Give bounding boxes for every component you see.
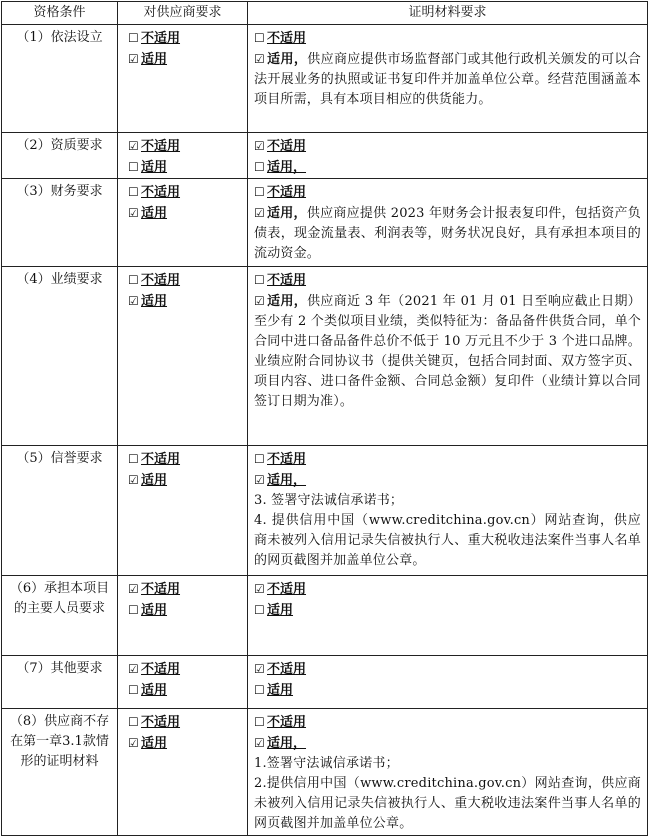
requirement-text: ☑ 适用，供应商应提供 2023 年财务会计报表复印件，包括资产负债表，现金流量表、利润表等，财务状况良好，具有承担本项目的流动资金。 — [254, 203, 641, 264]
checkbox-checked-icon[interactable]: ☑ — [128, 139, 139, 153]
option-not-applicable[interactable]: ☐ 不适用 — [128, 712, 244, 733]
table-row — [2, 446, 648, 576]
checkbox-unchecked-icon[interactable]: ☐ — [254, 683, 265, 697]
table-row — [2, 656, 648, 709]
checkbox-checked-icon[interactable]: ☑ — [254, 736, 265, 750]
supplier-req-cell — [118, 656, 248, 709]
option-not-applicable[interactable]: ☑ 不适用 — [254, 659, 641, 680]
option-applicable[interactable]: ☐ 适用 — [254, 600, 641, 621]
requirement-text: ☑ 适用，供应商近 3 年（2021 年 01 月 01 日至响应截止日期）至少有 2 个类似项目业绩，类似特征为：备品备件供货合同，单个合同中进口备品备件总价不低于 10 万元且不少于 3 个进口品牌。业绩应附合同协议书（提供关键页，包括合同封面、双方签字页、项目内容、进口备件金额、合同总金额）复印件（业绩计算以合同签订日期为准）。 — [254, 291, 641, 412]
condition-cell: （7）其他要求 — [2, 656, 118, 709]
header-supplier-req: 对供应商要求 — [118, 2, 248, 25]
supplier-req-cell — [118, 709, 248, 836]
checkbox-unchecked-icon[interactable]: ☐ — [128, 160, 139, 174]
supplier-req-cell — [118, 446, 248, 576]
option-applicable[interactable]: ☐ 适用 — [254, 680, 641, 701]
option-not-applicable[interactable]: ☐ 不适用 — [128, 182, 244, 203]
table-row — [2, 179, 648, 267]
requirement-item: 1.签署守法诚信承诺书； — [254, 756, 399, 771]
checkbox-unchecked-icon[interactable]: ☐ — [128, 452, 139, 466]
option-not-applicable[interactable]: ☐ 不适用 — [254, 712, 641, 733]
checkbox-unchecked-icon[interactable]: ☐ — [128, 603, 139, 617]
option-applicable[interactable]: ☑ 适用 — [128, 203, 244, 224]
checkbox-checked-icon[interactable]: ☑ — [254, 582, 265, 596]
option-not-applicable[interactable]: ☐ 不适用 — [254, 449, 641, 470]
supplier-req-cell — [118, 267, 248, 446]
supplier-req-cell — [118, 179, 248, 267]
proof-req-cell — [248, 446, 648, 576]
checkbox-checked-icon[interactable]: ☑ — [254, 139, 265, 153]
proof-req-cell — [248, 25, 648, 133]
option-applicable[interactable]: ☑ 适用 — [128, 733, 244, 754]
checkbox-checked-icon[interactable]: ☑ — [254, 294, 265, 308]
checkbox-unchecked-icon[interactable]: ☐ — [254, 160, 265, 174]
option-applicable[interactable]: ☑ 适用 — [128, 470, 244, 491]
option-applicable[interactable]: ☑ 适用 — [128, 291, 244, 312]
checkbox-unchecked-icon[interactable]: ☐ — [254, 452, 265, 466]
requirement-text: ☑ 适用，供应商应提供市场监督部门或其他行政机关颁发的可以合法开展业务的执照或证书复印件并加盖单位公章。经营范围涵盖本项目所需，具有本项目相应的供货能力。 — [254, 49, 641, 110]
option-not-applicable[interactable]: ☐ 不适用 — [254, 28, 641, 49]
option-not-applicable[interactable]: ☐ 不适用 — [128, 449, 244, 470]
proof-req-cell — [248, 656, 648, 709]
condition-cell: （6）承担本项目的主要人员要求 — [2, 576, 118, 656]
table-row — [2, 25, 648, 133]
checkbox-unchecked-icon[interactable]: ☐ — [128, 273, 139, 287]
option-not-applicable[interactable]: ☑ 不适用 — [128, 579, 244, 600]
checkbox-checked-icon[interactable]: ☑ — [128, 736, 139, 750]
proof-req-cell — [248, 179, 648, 267]
condition-cell: （4）业绩要求 — [2, 267, 118, 446]
option-applicable[interactable]: ☑ 适用， — [254, 470, 641, 491]
table-row — [2, 133, 648, 179]
checkbox-unchecked-icon[interactable]: ☐ — [254, 273, 265, 287]
supplier-req-cell — [118, 133, 248, 179]
condition-cell: （1）依法设立 — [2, 25, 118, 133]
option-applicable[interactable]: ☐ 适用， — [254, 157, 641, 178]
checkbox-checked-icon[interactable]: ☑ — [254, 662, 265, 676]
option-not-applicable[interactable]: ☐ 不适用 — [128, 28, 244, 49]
supplier-req-cell — [118, 25, 248, 133]
checkbox-checked-icon[interactable]: ☑ — [128, 662, 139, 676]
option-applicable[interactable]: ☑ 适用， — [254, 733, 641, 754]
proof-req-cell — [248, 576, 648, 656]
table-row — [2, 709, 648, 836]
option-applicable[interactable]: ☑ 适用 — [128, 49, 244, 70]
header-row — [2, 2, 648, 25]
checkbox-checked-icon[interactable]: ☑ — [128, 52, 139, 66]
header-proof-req: 证明材料要求 — [248, 2, 648, 25]
qualification-table — [1, 1, 648, 836]
option-not-applicable[interactable]: ☐ 不适用 — [254, 182, 641, 203]
supplier-req-cell — [118, 576, 248, 656]
checkbox-checked-icon[interactable]: ☑ — [128, 473, 139, 487]
table-row — [2, 576, 648, 656]
checkbox-unchecked-icon[interactable]: ☐ — [254, 715, 265, 729]
option-not-applicable[interactable]: ☑ 不适用 — [254, 579, 641, 600]
option-not-applicable[interactable]: ☑ 不适用 — [128, 659, 244, 680]
checkbox-checked-icon[interactable]: ☑ — [254, 473, 265, 487]
option-applicable[interactable]: ☐ 适用 — [128, 600, 244, 621]
proof-req-cell — [248, 133, 648, 179]
option-not-applicable[interactable]: ☐ 不适用 — [254, 270, 641, 291]
checkbox-checked-icon[interactable]: ☑ — [254, 206, 265, 220]
checkbox-checked-icon[interactable]: ☑ — [128, 582, 139, 596]
checkbox-checked-icon[interactable]: ☑ — [128, 294, 139, 308]
condition-cell: （8）供应商不存在第一章3.1款情形的证明材料 — [2, 709, 118, 836]
requirement-item: 4. 提供信用中国（www.creditchina.gov.cn）网站查询，供应商未被列入信用记录失信被执行人、重大税收违法案件当事人名单的网页截图并加盖单位公章。 — [254, 513, 641, 568]
checkbox-unchecked-icon[interactable]: ☐ — [254, 603, 265, 617]
option-not-applicable[interactable]: ☐ 不适用 — [128, 270, 244, 291]
checkbox-unchecked-icon[interactable]: ☐ — [254, 31, 265, 45]
requirement-item: 3. 签署守法诚信承诺书； — [254, 493, 404, 508]
proof-req-cell — [248, 709, 648, 836]
checkbox-unchecked-icon[interactable]: ☐ — [254, 185, 265, 199]
option-not-applicable[interactable]: ☑ 不适用 — [254, 136, 641, 157]
option-applicable[interactable]: ☐ 适用 — [128, 157, 244, 178]
header-qualification: 资格条件 — [2, 2, 118, 25]
checkbox-checked-icon[interactable]: ☑ — [254, 52, 265, 66]
condition-cell: （5）信誉要求 — [2, 446, 118, 576]
proof-req-cell — [248, 267, 648, 446]
checkbox-checked-icon[interactable]: ☑ — [128, 206, 139, 220]
requirement-item: 2.提供信用中国（www.creditchina.gov.cn）网站查询，供应商未被列入信用记录失信被执行人、重大税收违法案件当事人名单的网页截图并加盖单位公章。 — [254, 776, 641, 831]
table-row — [2, 267, 648, 446]
checkbox-unchecked-icon[interactable]: ☐ — [128, 715, 139, 729]
condition-cell: （2）资质要求 — [2, 133, 118, 179]
option-not-applicable[interactable]: ☑ 不适用 — [128, 136, 244, 157]
checkbox-unchecked-icon[interactable]: ☐ — [128, 683, 139, 697]
checkbox-unchecked-icon[interactable]: ☐ — [128, 185, 139, 199]
condition-cell: （3）财务要求 — [2, 179, 118, 267]
option-applicable[interactable]: ☐ 适用 — [128, 680, 244, 701]
checkbox-unchecked-icon[interactable]: ☐ — [128, 31, 139, 45]
